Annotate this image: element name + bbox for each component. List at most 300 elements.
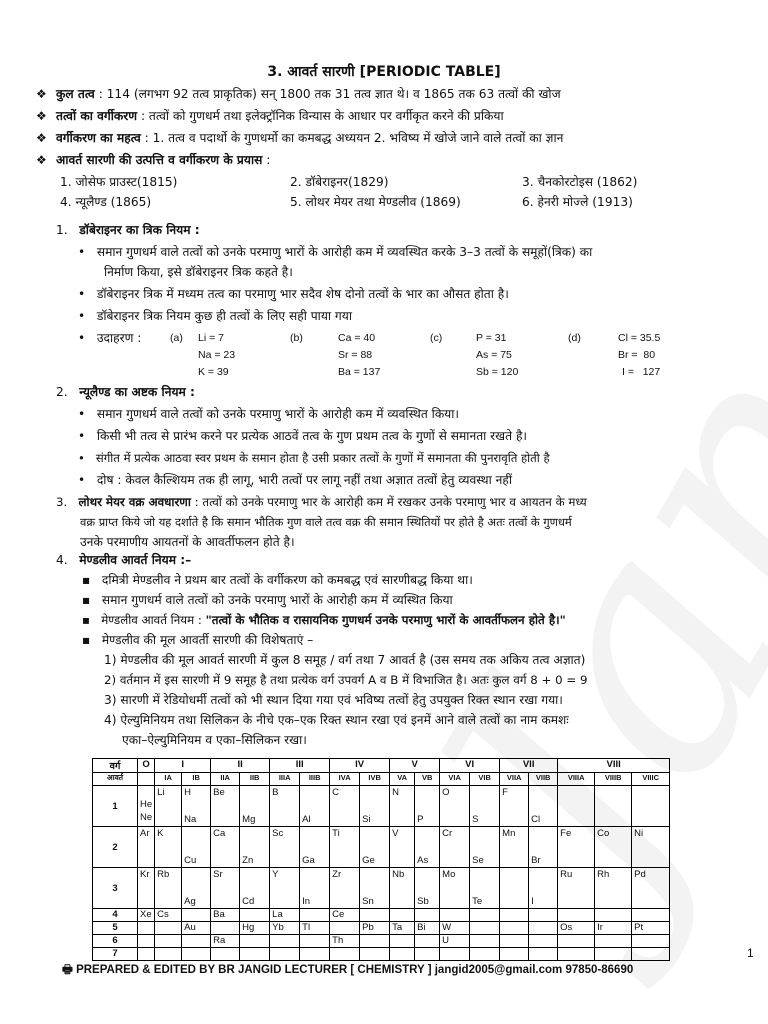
element-cell	[270, 827, 300, 868]
element-symbol	[392, 854, 412, 867]
list-item: ▪ मेण्डलीव आवर्त नियम : "तत्वों के भौतिक व रासायनिक गुणधर्म उनके परमाणु भारों के आवर्तीफलन होते है।"	[82, 613, 566, 627]
element-symbol: Li	[157, 787, 165, 798]
element-cell	[270, 786, 300, 827]
element-cell: Ba	[211, 909, 240, 922]
element-cell	[360, 786, 390, 827]
attempt-item: 5. लोथर मेयर तथा मेण्डलीव (1869)	[290, 195, 461, 209]
element-symbol: N	[392, 787, 400, 798]
element-symbol	[472, 827, 497, 840]
list-item: • उदाहरण :	[78, 331, 142, 345]
element-cell	[300, 786, 330, 827]
element-symbol	[597, 813, 629, 826]
subgroup-header: VIB	[470, 773, 500, 786]
element-cell	[211, 948, 240, 961]
paragraph-line: वक्र प्राप्त किये जो यह दर्शाते है कि समान भौतिक गुण वाले तत्व वक्र की समान स्थितियों पर होते है अतः तत्वों के गुणधर्म	[80, 515, 572, 529]
group-header: VI	[440, 759, 500, 773]
period-row	[93, 922, 670, 935]
element-symbol: Ca	[213, 828, 226, 839]
group-header: VIII	[558, 759, 670, 773]
subgroup-header: IIB	[240, 773, 270, 786]
element-cell	[182, 948, 211, 961]
period-row	[93, 948, 670, 961]
example-tag: (a)	[170, 332, 183, 344]
period-row	[93, 909, 670, 922]
element-cell	[138, 786, 155, 827]
period-number: 7	[93, 948, 138, 961]
bullet-dot-icon: •	[78, 287, 86, 301]
element-cell: Cs	[155, 909, 182, 922]
subgroup-header: VIIIB	[595, 773, 632, 786]
element-symbol	[560, 895, 592, 908]
element-cell	[390, 909, 415, 922]
example-row: Na = 23	[198, 349, 236, 361]
attempt-item: 4. न्यूलैण्ड (1865)	[60, 195, 152, 209]
example-tag: (b)	[290, 332, 303, 344]
element-cell	[470, 827, 500, 868]
element-cell	[558, 786, 595, 827]
group-header: II	[211, 759, 270, 773]
element-symbol: Y	[272, 869, 279, 880]
element-symbol: Mn	[502, 828, 516, 839]
list-item: • किसी भी तत्व से प्रारंभ करने पर प्रत्येक आठवें तत्व के गुण प्रथम तत्व के गुणों से समानता रखते है।	[78, 429, 528, 443]
element-cell	[415, 909, 440, 922]
element-cell	[240, 909, 270, 922]
element-cell	[270, 868, 300, 909]
element-cell	[300, 827, 330, 868]
bullet-origin: ❖ आवर्त सारणी की उत्पत्ति व वर्गीकरण के प्रयास :	[36, 153, 271, 167]
element-symbol: Pd	[634, 869, 646, 880]
element-symbol: Ge	[362, 855, 375, 866]
element-cell	[300, 909, 330, 922]
footer: 🖶 PREPARED & EDITED BY BR JANGID LECTURER [ CHEMISTRY ] jangid2005@gmail.com 97850-86690	[62, 964, 634, 976]
element-cell	[558, 827, 595, 868]
group-header: I	[155, 759, 211, 773]
example-row: Br = 80	[618, 349, 656, 361]
element-symbol: C	[332, 787, 340, 798]
element-symbol	[392, 813, 412, 826]
element-symbol	[597, 895, 629, 908]
element-symbol	[272, 813, 297, 826]
element-cell	[529, 868, 558, 909]
element-cell	[182, 935, 211, 948]
element-cell: Os	[558, 922, 595, 935]
element-cell	[529, 922, 558, 935]
element-symbol: Zr	[332, 869, 342, 880]
element-cell: Th	[330, 935, 360, 948]
feature-item-continuation: एका–ऐल्युमिनियम व एका–सिलिकन रखा।	[122, 733, 307, 747]
element-cell	[470, 786, 500, 827]
example-row: K = 39	[198, 366, 229, 378]
element-cell	[300, 868, 330, 909]
element-cell	[270, 948, 300, 961]
group-header: VII	[500, 759, 558, 773]
element-cell	[155, 948, 182, 961]
example-row: As = 75	[476, 349, 512, 361]
element-cell	[415, 786, 440, 827]
element-symbol	[560, 786, 592, 799]
attempt-item: 3. चैनकोरटोइस (1862)	[522, 175, 638, 189]
list-item: • डॉबेराइनर त्रिक में मध्यम तत्व का परमाणु भार सदैव शेष दोनो तत्वों के भार का औसत होता है।	[78, 287, 509, 301]
element-cell	[211, 868, 240, 909]
element-cell	[440, 909, 470, 922]
list-item: • समान गुणधर्म वाले तत्वों को उनके परमाणु भारों के आरोही कम में व्यवस्थित करके 3–3 तत्वों के समूहों(त्रिक) का	[78, 245, 593, 259]
example-row: Sb = 120	[476, 366, 519, 378]
subgroup-header: VIIIC	[632, 773, 670, 786]
group-header: V	[390, 759, 440, 773]
printer-icon: 🖶	[62, 964, 73, 976]
diamond-bullet-icon: ❖	[36, 131, 47, 145]
example-tag: (d)	[568, 332, 581, 344]
element-symbol: I	[531, 896, 534, 907]
element-cell	[155, 786, 182, 827]
example-row: Li = 7	[198, 332, 224, 344]
element-cell	[632, 909, 670, 922]
subgroup-header: IIIB	[300, 773, 330, 786]
element-symbol	[302, 868, 327, 881]
element-cell	[632, 827, 670, 868]
element-cell	[500, 922, 529, 935]
element-symbol	[140, 895, 152, 908]
element-symbol	[157, 854, 179, 867]
element-cell	[415, 948, 440, 961]
element-symbol	[560, 854, 592, 867]
element-symbol	[442, 895, 467, 908]
element-symbol	[242, 786, 267, 799]
element-symbol: Ru	[560, 869, 573, 880]
element-cell	[211, 922, 240, 935]
element-cell	[415, 827, 440, 868]
element-cell	[558, 935, 595, 948]
bullet-total-elements: ❖ कुल तत्व : 114 (लगभग 92 तत्व प्राकृतिक) सन् 1800 तक 31 तत्व ज्ञात थे। व 1865 तक 63 तत्वों की खोज	[36, 87, 561, 101]
element-cell	[595, 827, 632, 868]
subgroup-header: IIIA	[270, 773, 300, 786]
period-number: 1	[93, 786, 138, 827]
element-symbol	[634, 813, 667, 826]
element-symbol	[597, 786, 629, 799]
element-symbol: Ti	[332, 828, 340, 839]
element-cell	[632, 868, 670, 909]
square-bullet-icon: ▪	[82, 613, 90, 627]
section-heading: 1. डॉबेराइनर का त्रिक नियम :	[56, 223, 200, 237]
element-cell	[240, 786, 270, 827]
element-cell	[360, 935, 390, 948]
element-cell	[360, 868, 390, 909]
element-symbol: Kr	[140, 869, 150, 880]
list-item: • दोष : केवल कैल्शियम तक ही लागू, भारी तत्वों पर लागू नहीं तथा अज्ञात तत्वों हेतु व्यवस्था नहीं	[78, 473, 513, 487]
element-symbol	[242, 827, 267, 840]
period-number: 5	[93, 922, 138, 935]
group-header: IV	[330, 759, 390, 773]
element-cell	[470, 922, 500, 935]
group-header: O	[138, 759, 155, 773]
element-cell: U	[440, 935, 470, 948]
element-symbol: In	[302, 896, 311, 907]
element-symbol	[502, 868, 526, 881]
element-symbol	[560, 813, 592, 826]
element-symbol: Mg	[242, 814, 256, 825]
bullet-dot-icon: •	[78, 309, 86, 323]
element-symbol: Cl	[531, 814, 541, 825]
bullet-dot-icon: •	[78, 451, 85, 465]
element-cell: Xe	[138, 909, 155, 922]
element-cell: Pb	[360, 922, 390, 935]
period-number: 4	[93, 909, 138, 922]
subgroup-header-row	[93, 773, 670, 786]
element-cell: La	[270, 909, 300, 922]
diamond-bullet-icon: ❖	[36, 153, 47, 167]
element-cell	[440, 786, 470, 827]
feature-item: 2) वर्तमान में इस सारणी में 9 समूह है तथा प्रत्येक वर्ग उपवर्ग A व B में विभाजित है। अतः कुल वर्ग 8 + 0 = 9	[104, 673, 588, 687]
period-number: 6	[93, 935, 138, 948]
element-symbol	[213, 895, 237, 908]
element-symbol	[213, 854, 237, 867]
element-cell	[595, 909, 632, 922]
list-item: ▪ समान गुणधर्म वाले तत्वों को उनके परमाणु भारों के आरोही कम में व्यस्थित किया	[82, 593, 453, 607]
page-title: 3. आवर्त सारणी [PERIODIC TABLE]	[267, 64, 501, 80]
element-symbol	[184, 827, 208, 840]
element-cell: Ta	[390, 922, 415, 935]
element-symbol	[634, 786, 667, 799]
element-cell	[500, 827, 529, 868]
list-item: ▪ दमित्री मेण्डलीव ने प्रथम बार तत्वों के वर्गीकरण को कमबद्ध एवं सारणीबद्ध किया था।	[82, 573, 473, 587]
feature-item: 1) मेण्डलीव की मूल आवर्त सारणी में कुल 8 समूह / वर्ग तथा 7 आवर्त है (उस समय तक अकिय तत्व अज्ञात)	[104, 653, 586, 667]
square-bullet-icon: ▪	[82, 593, 91, 607]
example-row: I = 127	[622, 366, 661, 378]
element-symbol	[531, 868, 555, 881]
element-cell	[138, 948, 155, 961]
element-symbol: Rb	[157, 869, 170, 880]
element-symbol: Se	[472, 855, 484, 866]
element-symbol	[442, 813, 467, 826]
element-symbol: Sc	[272, 828, 284, 839]
element-symbol	[392, 895, 412, 908]
element-symbol	[502, 813, 526, 826]
element-symbol	[332, 813, 357, 826]
element-cell: Pt	[632, 922, 670, 935]
element-symbol: K	[157, 828, 164, 839]
element-cell	[155, 922, 182, 935]
element-symbol: Ne	[140, 812, 153, 823]
element-cell	[529, 827, 558, 868]
section-heading: 2. न्यूलैण्ड का अष्टक नियम :	[56, 385, 195, 399]
subgroup-header: VIIA	[500, 773, 529, 786]
element-symbol: Na	[184, 814, 197, 825]
element-symbol: F	[502, 787, 508, 798]
square-bullet-icon: ▪	[82, 633, 91, 647]
section-heading: 4. मेण्डलीव आवर्त नियम :–	[56, 553, 192, 567]
element-symbol	[332, 854, 357, 867]
element-cell	[500, 786, 529, 827]
element-cell	[529, 909, 558, 922]
element-symbol: Cu	[184, 855, 197, 866]
element-cell	[240, 948, 270, 961]
element-symbol: Sb	[417, 896, 429, 907]
example-tag: (c)	[430, 332, 443, 344]
element-symbol: Fe	[560, 828, 572, 839]
element-cell	[529, 948, 558, 961]
element-symbol: Cr	[442, 828, 453, 839]
element-cell	[632, 948, 670, 961]
period-number: 3	[93, 868, 138, 909]
element-cell	[390, 786, 415, 827]
element-cell	[138, 868, 155, 909]
element-symbol: Be	[213, 787, 225, 798]
element-symbol	[634, 854, 667, 867]
element-cell	[211, 786, 240, 827]
element-symbol	[362, 868, 387, 881]
period-row	[93, 827, 670, 868]
element-cell	[330, 948, 360, 961]
period-row	[93, 786, 670, 827]
element-cell	[500, 948, 529, 961]
element-symbol	[472, 868, 497, 881]
element-cell	[558, 868, 595, 909]
subgroup-header	[138, 773, 155, 786]
element-symbol: Ag	[184, 896, 196, 907]
element-symbol	[302, 827, 327, 840]
bullet-dot-icon: •	[78, 473, 86, 487]
element-cell	[155, 868, 182, 909]
period-row	[93, 935, 670, 948]
element-symbol: P	[417, 814, 424, 825]
subgroup-header: VIIB	[529, 773, 558, 786]
subgroup-header: VIA	[440, 773, 470, 786]
element-cell	[330, 786, 360, 827]
bullet-dot-icon: •	[78, 429, 86, 443]
element-symbol: Ga	[302, 855, 315, 866]
element-symbol: Te	[472, 896, 483, 907]
example-row: P = 31	[476, 332, 507, 344]
element-cell	[500, 868, 529, 909]
element-symbol	[157, 813, 179, 826]
mendeleev-periodic-table	[92, 758, 670, 961]
subgroup-header: VB	[415, 773, 440, 786]
element-cell	[270, 935, 300, 948]
element-symbol	[634, 895, 667, 908]
bullet-importance: ❖ वर्गीकरण का महत्व : 1. तत्व व पदार्थो के गुणधर्मो का कमबद्ध अध्ययन 2. भविष्य में खोजे जाने वाले तत्वों का ज्ञान	[36, 131, 564, 145]
element-symbol: B	[272, 787, 279, 798]
element-symbol	[531, 827, 555, 840]
list-item-continuation: निर्माण किया, इसे डॉबेराइनर त्रिक कहते है।	[104, 265, 293, 279]
element-cell	[300, 935, 330, 948]
element-cell	[182, 868, 211, 909]
element-cell: Hg	[240, 922, 270, 935]
element-cell: Ir	[595, 922, 632, 935]
element-symbol: Cd	[242, 896, 255, 907]
element-symbol	[502, 895, 526, 908]
element-cell	[138, 935, 155, 948]
subgroup-header: IB	[182, 773, 211, 786]
period-number: 2	[93, 827, 138, 868]
avart-label: आवर्त	[93, 773, 138, 786]
element-symbol: Rh	[597, 869, 610, 880]
element-cell: Tl	[300, 922, 330, 935]
subgroup-header: VIIIA	[558, 773, 595, 786]
group-header: III	[270, 759, 330, 773]
subgroup-header: IVB	[360, 773, 390, 786]
element-cell	[155, 935, 182, 948]
element-symbol: O	[442, 787, 450, 798]
element-cell	[360, 948, 390, 961]
element-symbol: Sn	[362, 896, 374, 907]
element-symbol	[184, 868, 208, 881]
element-symbol: As	[417, 855, 429, 866]
element-cell: Ra	[211, 935, 240, 948]
element-symbol	[272, 854, 297, 867]
element-symbol	[417, 786, 437, 799]
paragraph-line: उनके परमाणीय आयतनों के आवर्तीफलन होते है।	[80, 535, 295, 549]
element-cell	[155, 827, 182, 868]
element-symbol: Si	[362, 814, 371, 825]
element-cell: Bi	[415, 922, 440, 935]
element-symbol	[213, 813, 237, 826]
element-cell	[300, 948, 330, 961]
subgroup-header: IIA	[211, 773, 240, 786]
diamond-bullet-icon: ❖	[36, 109, 47, 123]
element-symbol: Co	[597, 828, 610, 839]
element-cell	[182, 786, 211, 827]
list-item: • समान गुणधर्म वाले तत्वों को उनके परमाणु भारों के आरोही कम में व्यवस्थित किया।	[78, 407, 460, 421]
element-cell	[500, 935, 529, 948]
list-item: ▪ मेण्डलीव की मूल आवर्ती सारणी की विशेषताएं –	[82, 633, 314, 647]
element-cell	[470, 948, 500, 961]
element-symbol: Al	[302, 814, 311, 825]
subgroup-header: VA	[390, 773, 415, 786]
element-symbol	[332, 895, 357, 908]
element-symbol	[302, 786, 327, 799]
element-symbol	[531, 786, 555, 799]
element-cell	[632, 786, 670, 827]
element-cell	[138, 922, 155, 935]
attempt-item: 2. डॉबेराइनर(1829)	[290, 175, 389, 189]
element-cell	[440, 868, 470, 909]
element-cell	[330, 868, 360, 909]
element-cell	[558, 909, 595, 922]
bullet-dot-icon: •	[78, 331, 86, 345]
subgroup-header: IA	[155, 773, 182, 786]
feature-item: 3) सारणी में रेडियोधर्मी तत्वों को भी स्थान दिया गया एवं भविष्य तत्वों हेतु उपयुक्त रिक्त स्थान रखा गया।	[104, 693, 563, 707]
list-item: • संगीत में प्रत्येक आठवा स्वर प्रथम के समान होता है उसी प्रकार तत्वों के गुणों में समानता की पुनरावृति होती है	[78, 451, 550, 465]
example-row: Ca = 40	[338, 332, 376, 344]
element-symbol	[502, 854, 526, 867]
element-symbol	[272, 895, 297, 908]
element-symbol: Mo	[442, 869, 456, 880]
element-symbol	[442, 854, 467, 867]
element-symbol: Ar	[140, 828, 150, 839]
section-heading: 3. लोथर मेयर वक्र अवधारणा : तत्वों को उनके परमाणु भार के आरोही कम में रखकर उनके परमाणु भार व आयतन के मध्य	[56, 495, 587, 509]
bullet-classification: ❖ तत्वों का वर्गीकरण : तत्वों को गुणधर्म तथा इलेक्ट्रॉनिक विन्यास के आधार पर वर्गीकृत करने की प्रकिया	[36, 109, 504, 123]
element-symbol	[417, 868, 437, 881]
element-symbol	[472, 786, 497, 799]
element-cell	[440, 827, 470, 868]
element-cell	[360, 909, 390, 922]
element-symbol: V	[392, 828, 399, 839]
element-cell	[632, 935, 670, 948]
element-cell	[470, 868, 500, 909]
element-cell	[182, 827, 211, 868]
element-cell	[595, 948, 632, 961]
element-symbol: Br	[531, 855, 541, 866]
element-cell	[529, 935, 558, 948]
element-symbol	[140, 854, 152, 867]
element-cell	[390, 827, 415, 868]
element-cell	[240, 868, 270, 909]
element-cell	[240, 935, 270, 948]
element-cell	[240, 827, 270, 868]
attempt-item: 6. हेनरी मोज्ले (1913)	[522, 195, 633, 209]
element-cell	[558, 948, 595, 961]
element-cell: Ce	[330, 909, 360, 922]
